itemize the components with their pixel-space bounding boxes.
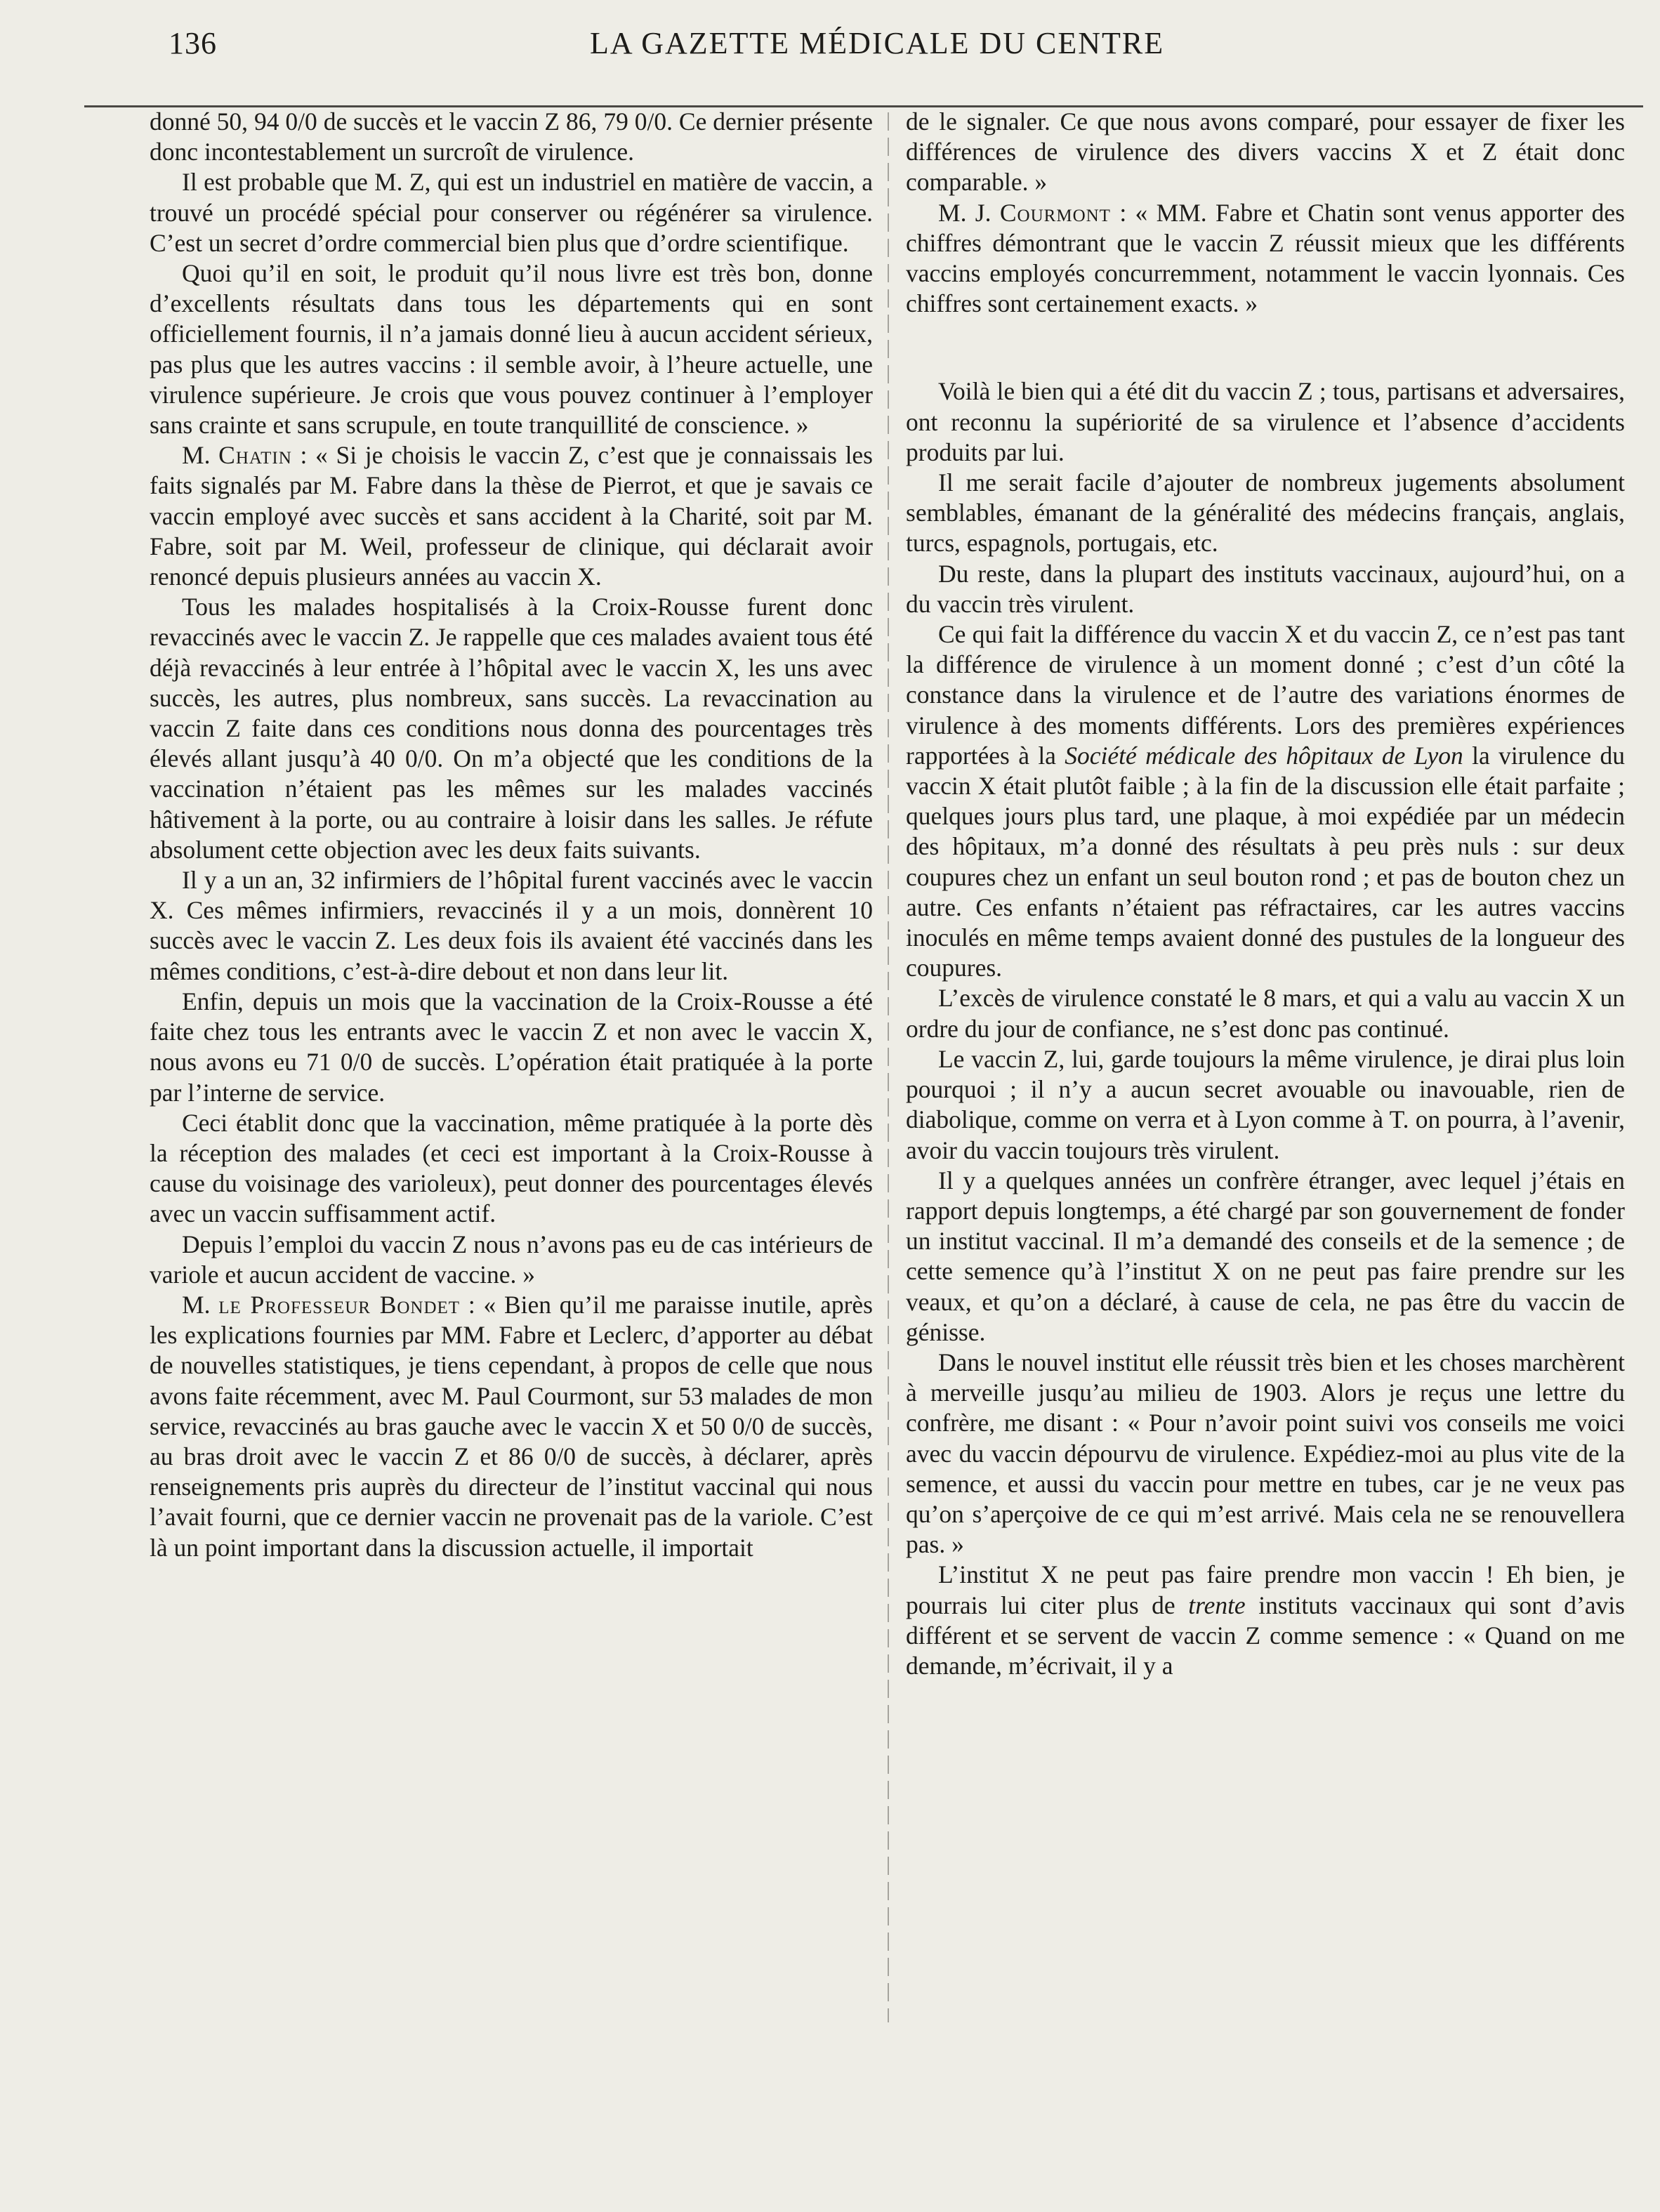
text-run: instituts vaccinaux qui sont d’avis différent et se servent de vaccin Z comme semence : « Quand on me demande, m’écrivait, il y a — [906, 1591, 1625, 1680]
speaker-name-bondet: le Professeur Bondet — [218, 1290, 461, 1319]
column-divider — [888, 112, 889, 2022]
left-paragraph-1: donné 50, 94 0/0 de succès et le vaccin Z 86, 79 0/0. Ce dernier présente donc incontestablement un surcroît de virulence. — [150, 107, 873, 166]
emphasis-italic: trente — [1188, 1591, 1246, 1619]
speaker-prefix: M. J. — [938, 198, 1000, 227]
speaker-prefix: M. — [182, 1290, 219, 1319]
speech-text: : « MM. Fabre et Chatin sont venus apporter des chiffres démontrant que le vaccin Z réussit mieux que les différents vaccins employés concurremment, notamment le vaccin lyonnais. Ces chiffres sont certainement exacts. » — [906, 198, 1625, 318]
text-run: L’institut X ne peut pas faire prendre mon vaccin ! Eh bien, je pourrais lui citer plus de — [906, 1560, 1625, 1619]
text-run: Ce qui fait la différence du vaccin X et du vaccin Z, ce n’est pas tant la différence de virulence à un moment donné ; c’est d’un côté la constance dans la virulence et de l’autre des variations énormes de virulence à des moments différents. Lors des premières expériences rapportées à la — [906, 620, 1625, 770]
right-paragraph-10: Dans le nouvel institut elle réussit très bien et les choses marchèrent à merveille jusqu’au milieu de 1903. Alors je reçus une lettre du confrère, me disant : « Pour n’avoir point suivi vos conseils me voici avec du vaccin dépourvu de virulence. Expédiez-moi au plus vite de la semence, et aussi du vaccin pour mettre en tubes, car je ne veux pas qu’on s’aperçoive de ce qui m’est arrivé. Mais cela ne se renouvellera pas. » — [906, 1348, 1625, 1559]
left-column — [150, 107, 873, 1563]
left-paragraph-2: Il est probable que M. Z, qui est un industriel en matière de vaccin, a trouvé un procédé spécial pour conserver ou régénérer sa virulence. C’est un secret d’ordre commercial bien plus que d’ordre scientifique. — [150, 168, 873, 257]
speaker-name-courmont: Courmont — [999, 198, 1111, 227]
right-paragraph-11 — [906, 1560, 1625, 1681]
right-paragraph-4: Il me serait facile d’ajouter de nombreux jugements absolument semblables, émanant de la généralité des médecins français, anglais, turcs, espagnols, portugais, etc. — [906, 468, 1625, 558]
left-paragraph-10 — [150, 1290, 873, 1563]
society-name-italic: Société médicale des hôpitaux de Lyon — [1065, 741, 1463, 770]
speaker-name-chatin: Chatin — [218, 441, 292, 470]
left-paragraph-4 — [150, 440, 873, 592]
running-title: LA GAZETTE MÉDICALE DU CENTRE — [590, 26, 1165, 60]
right-paragraph-7: L’excès de virulence constaté le 8 mars, et qui a valu au vaccin X un ordre du jour de confiance, ne s’est donc pas continué. — [906, 984, 1625, 1043]
right-paragraph-5: Du reste, dans la plupart des instituts vaccinaux, aujourd’hui, on a du vaccin très virulent. — [906, 559, 1625, 618]
left-paragraph-5: Tous les malades hospitalisés à la Croix-Rousse furent donc revaccinés avec le vaccin Z. Je rappelle que ces malades avaient tous été déjà revaccinés à leur entrée à l’hôpital avec le vaccin X, les uns avec succès, les autres, plus nombreux, sans succès. La revaccination au vaccin Z faite dans ces conditions nous donna des pourcentages très élevés allant jusqu’à 40 0/0. On m’a objecté que les conditions de la vaccination n’étaient pas les mêmes sur les malades vaccinés hâtivement à la porte, ou au contraire à loisir dans les salles. Je réfute absolument cette objection avec les deux faits suivants. — [150, 593, 873, 864]
left-paragraph-9: Depuis l’emploi du vaccin Z nous n’avons pas eu de cas intérieurs de variole et aucun accident de vaccine. » — [150, 1230, 873, 1289]
page-number: 136 — [169, 26, 217, 60]
right-paragraph-2 — [906, 198, 1625, 320]
right-paragraph-1: de le signaler. Ce que nous avons comparé, pour essayer de fixer les différences de virulence des divers vaccins X et Z était donc comparable. » — [906, 107, 1625, 197]
speech-text: : « Bien qu’il me paraisse inutile, après les explications fournies par MM. Fabre et Leclerc, d’apporter au débat de nouvelles statistiques, je tiens cependant, à propos de celle que nous avons faite récemment, avec M. Paul Courmont, sur 53 malades de mon service, revaccinés au bras gauche avec le vaccin X et 50 0/0 de succès, au bras droit avec le vaccin Z et 86 0/0 de succès, à déclarer, après renseignements pris auprès du directeur de l’institut vaccinal qui nous l’avait fourni, que ce dernier vaccin ne provenait pas de la variole. C’est là un point important dans la discussion actuelle, il importait — [150, 1290, 873, 1562]
speaker-prefix: M. — [182, 441, 219, 470]
page-header — [169, 21, 1636, 70]
right-paragraph-8: Le vaccin Z, lui, garde toujours la même virulence, je dirai plus loin pourquoi ; il n’y a aucun secret avouable ou inavouable, rien de diabolique, comme on verra et à Lyon comme à T. on pourra, à l’avenir, avoir du vaccin toujours très virulent. — [906, 1044, 1625, 1164]
text-run: la virulence du vaccin X était plutôt faible ; à la fin de la discussion elle était parfaite ; quelques jours plus tard, une plaque, à moi expédiée par un médecin des hôpitaux, m’a donné des résultats à peu près nuls : sur deux coupures chez un enfant un seul bouton rond ; et pas de bouton chez un autre. Ces enfants n’étaient pas réfractaires, car les autres vaccins inoculés en même temps avaient donné des pustules de la longueur des coupures. — [906, 741, 1625, 982]
left-paragraph-8: Ceci établit donc que la vaccination, même pratiquée à la porte dès la réception des malades (et ceci est important à la Croix-Rousse à cause du voisinage des varioleux), peut donner des pourcentages élevés avec un vaccin suffisamment actif. — [150, 1108, 873, 1228]
left-paragraph-7: Enfin, depuis un mois que la vaccination de la Croix-Rousse a été faite chez tous les entrants avec le vaccin Z et non avec le vaccin X, nous avons eu 71 0/0 de succès. L’opération était pratiquée à la porte par l’interne de service. — [150, 987, 873, 1107]
speech-text: : « Si je choisis le vaccin Z, c’est que je connaissais les faits signalés par M. Fabre dans la thèse de Pierrot, et que je savais ce vaccin employé avec succès et sans accident à la Charité, soit par M. Fabre, soit par M. Weil, professeur de clinique, qui déclarait avoir renoncé depuis plusieurs années au vaccin X. — [150, 441, 874, 591]
right-column — [906, 107, 1625, 1681]
right-paragraph-9: Il y a quelques années un confrère étranger, avec lequel j’étais en rapport depuis longtemps, a été chargé par son gouvernement de fonder un institut vaccinal. Il m’a demandé des conseils et de la semence ; de cette semence qu’à l’institut X on ne peut pas faire prendre sur les veaux, et qu’on a déclaré, à cause de cela, ne pas être du vaccin de génisse. — [906, 1166, 1625, 1346]
right-paragraph-3: Voilà le bien qui a été dit du vaccin Z ; tous, partisans et adversaires, ont reconnu la supériorité de sa virulence et l’absence d’accidents produits par lui. — [906, 377, 1625, 466]
right-paragraph-6 — [906, 619, 1625, 983]
left-paragraph-3: Quoi qu’il en soit, le produit qu’il nous livre est très bon, donne d’excellents résultats dans tous les départements qui en sont officiellement fournis, il n’a jamais donné lieu à aucun accident sérieux, pas plus que les autres vaccins : il semble avoir, à l’heure actuelle, une virulence supérieure. Je crois que vous pouvez continuer à l’employer sans crainte et sans scrupule, en toute tranquillité de conscience. » — [150, 259, 873, 440]
left-paragraph-6: Il y a un an, 32 infirmiers de l’hôpital furent vaccinés avec le vaccin X. Ces mêmes infirmiers, revaccinés il y a un mois, donnèrent 10 succès avec le vaccin Z. Les deux fois ils avaient été vaccinés dans les mêmes conditions, c’est-à-dire debout et non dans leur lit. — [150, 866, 873, 985]
